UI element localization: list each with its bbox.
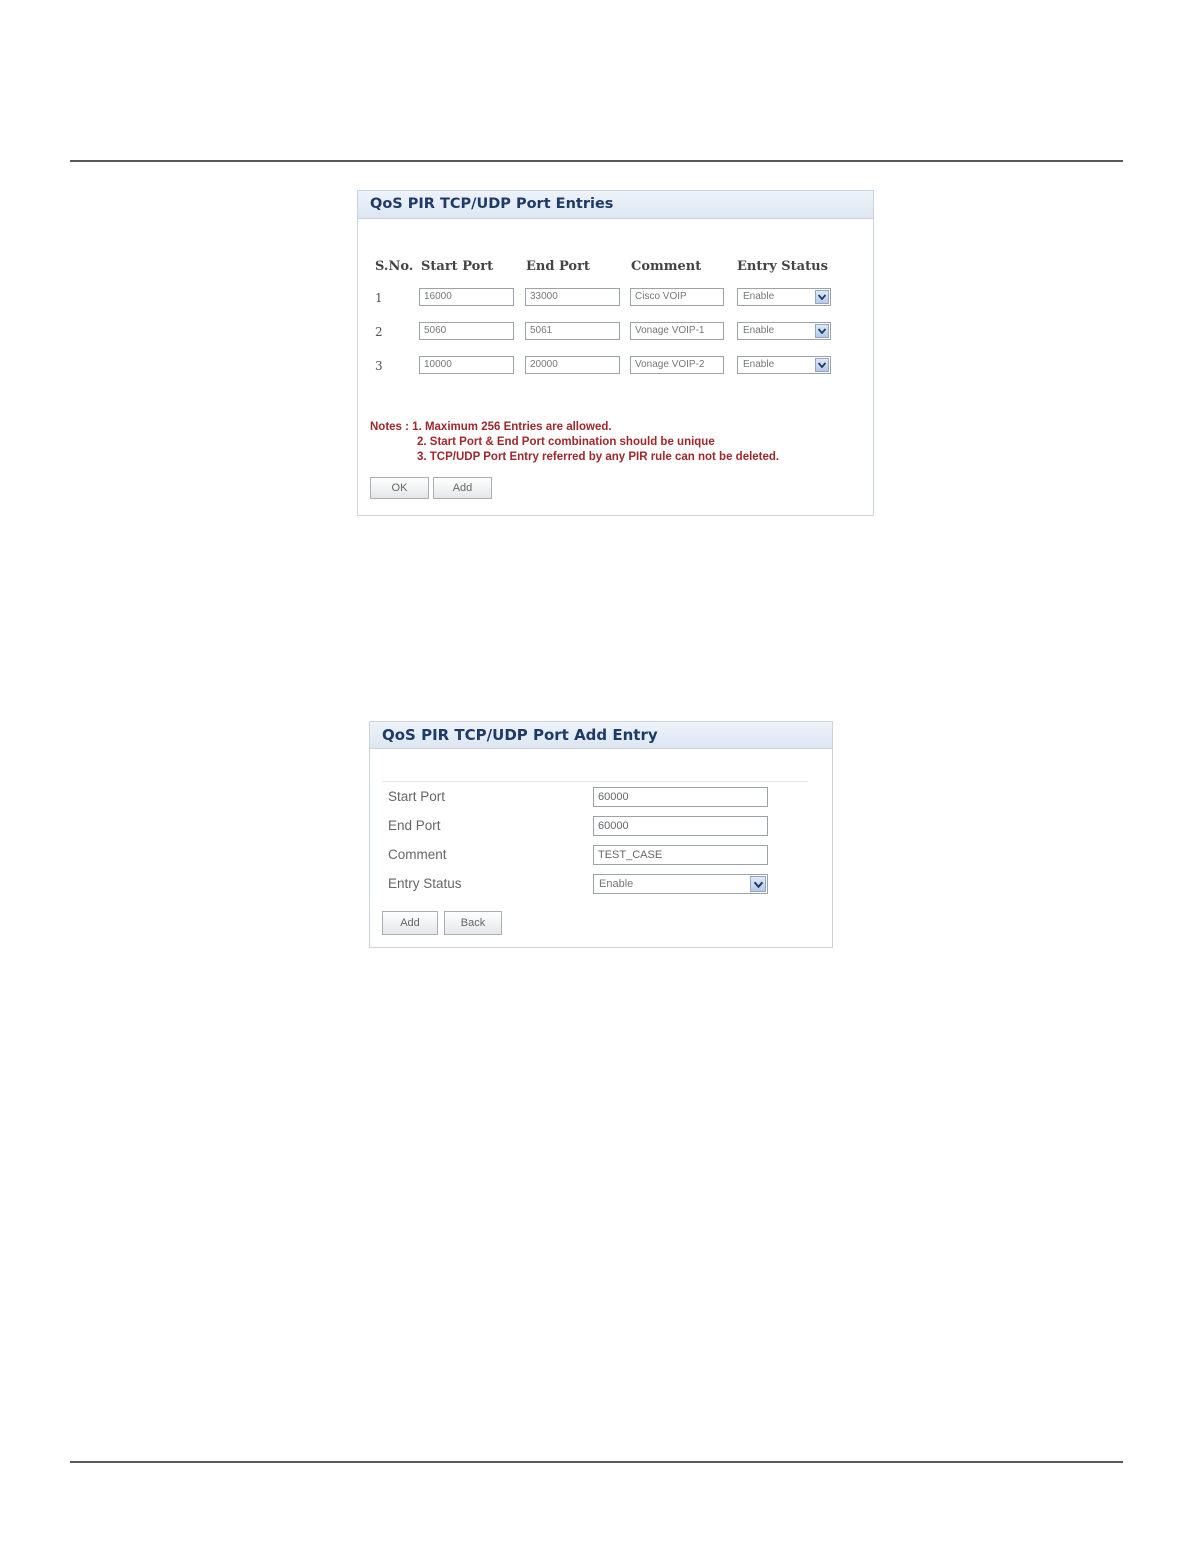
port-entries-panel xyxy=(357,190,874,516)
entry-status-select[interactable] xyxy=(737,322,831,340)
chevron-down-icon[interactable] xyxy=(750,876,766,892)
add-entry-title: QoS PIR TCP/UDP Port Add Entry xyxy=(370,722,832,749)
note-line-3: 3. TCP/UDP Port Entry referred by any PIR rule can not be deleted. xyxy=(417,451,780,463)
port-entries-title: QoS PIR TCP/UDP Port Entries xyxy=(358,191,873,219)
add-button[interactable]: Add xyxy=(382,911,438,935)
start-port-input[interactable]: 16000 xyxy=(419,288,514,306)
note-line-1: Notes : 1. Maximum 256 Entries are allowed. xyxy=(370,421,612,433)
divider xyxy=(382,781,808,782)
end-port-input[interactable]: 20000 xyxy=(525,356,620,374)
start-port-label: Start Port xyxy=(388,789,446,804)
row-number: 3 xyxy=(375,359,383,373)
chevron-down-icon[interactable] xyxy=(815,358,829,372)
comment-field[interactable]: TEST_CASE xyxy=(593,845,768,865)
chevron-down-icon[interactable] xyxy=(815,290,829,304)
entry-status-value: Enable xyxy=(599,878,634,890)
back-button[interactable]: Back xyxy=(444,911,502,935)
column-header-sno: S.No. xyxy=(375,259,414,274)
note-line-2: 2. Start Port & End Port combination should be unique xyxy=(417,436,715,448)
row-number: 1 xyxy=(375,291,383,305)
column-header-entry-status: Entry Status xyxy=(737,259,828,274)
add-button[interactable]: Add xyxy=(433,477,492,499)
comment-input[interactable]: Vonage VOIP-2 xyxy=(630,356,724,374)
chevron-down-icon[interactable] xyxy=(815,324,829,338)
start-port-input[interactable]: 5060 xyxy=(419,322,514,340)
entry-status-value: Enable xyxy=(743,359,775,370)
start-port-field[interactable]: 60000 xyxy=(593,787,768,807)
column-header-start-port: Start Port xyxy=(421,259,494,274)
ok-button[interactable]: OK xyxy=(370,477,429,499)
entry-status-label: Entry Status xyxy=(388,876,462,891)
end-port-field[interactable]: 60000 xyxy=(593,816,768,836)
add-entry-panel xyxy=(369,721,833,948)
entry-status-select[interactable] xyxy=(737,356,831,374)
bottom-divider xyxy=(70,1461,1123,1463)
row-number: 2 xyxy=(375,325,383,339)
entry-status-value: Enable xyxy=(743,291,775,302)
entry-status-select[interactable] xyxy=(593,874,768,894)
end-port-label: End Port xyxy=(388,818,441,833)
start-port-input[interactable]: 10000 xyxy=(419,356,514,374)
entry-status-select[interactable] xyxy=(737,288,831,306)
column-header-end-port: End Port xyxy=(526,259,590,274)
comment-label: Comment xyxy=(388,847,447,862)
top-divider xyxy=(70,160,1123,162)
end-port-input[interactable]: 5061 xyxy=(525,322,620,340)
comment-input[interactable]: Cisco VOIP xyxy=(630,288,724,306)
column-header-comment: Comment xyxy=(631,259,702,274)
comment-input[interactable]: Vonage VOIP-1 xyxy=(630,322,724,340)
end-port-input[interactable]: 33000 xyxy=(525,288,620,306)
entry-status-value: Enable xyxy=(743,325,775,336)
